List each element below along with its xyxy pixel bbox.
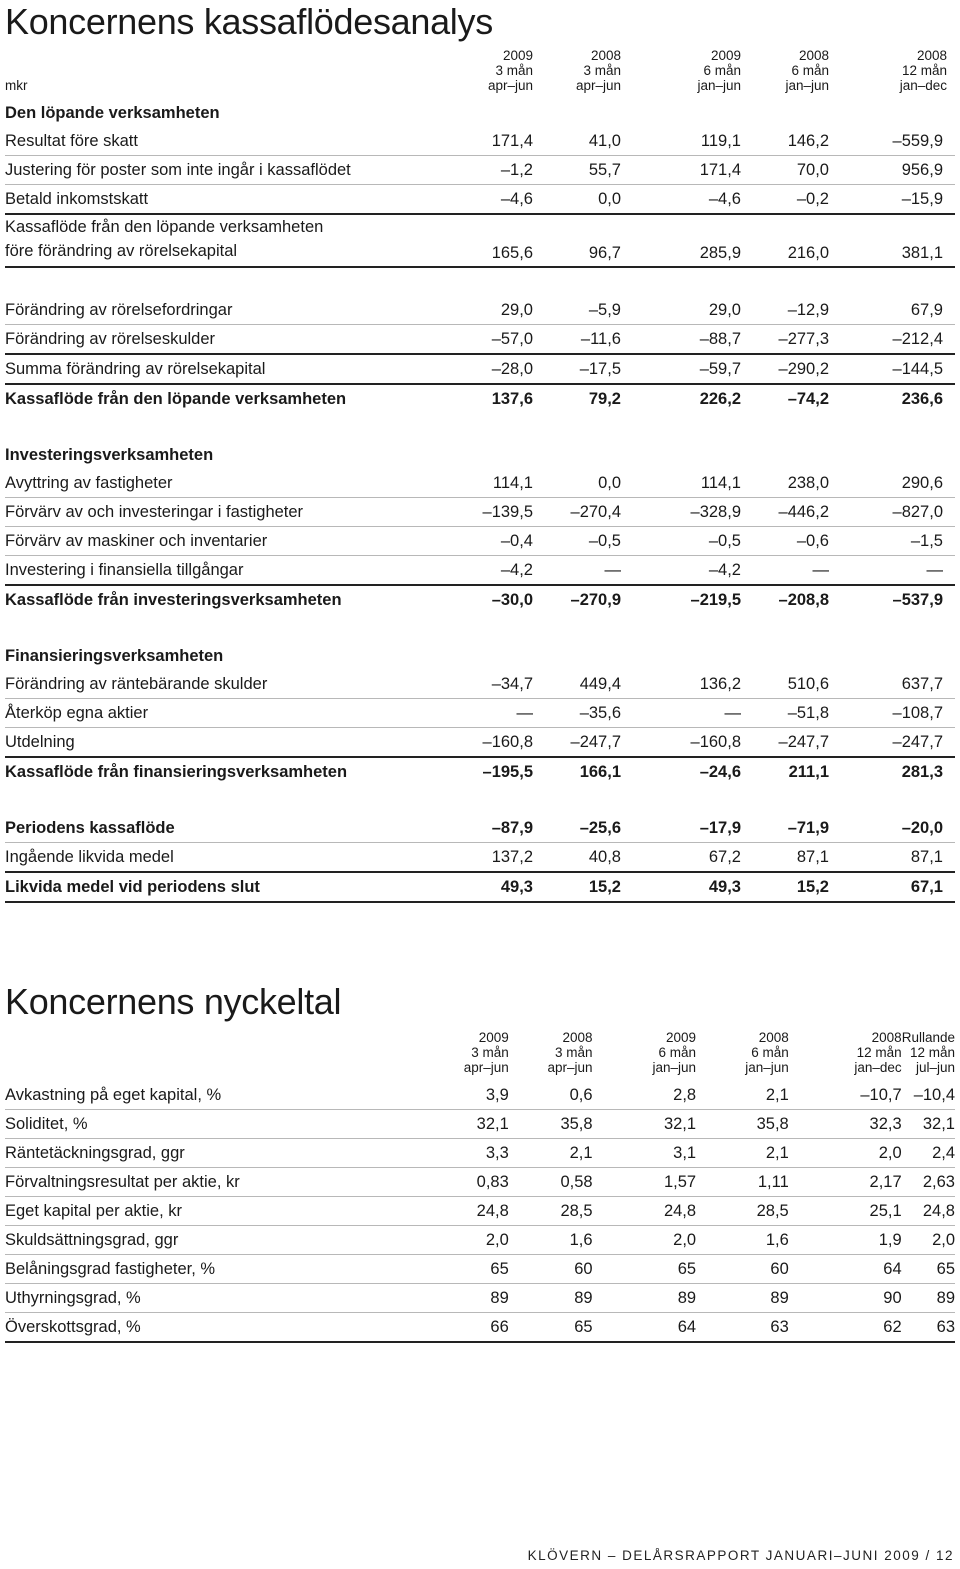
cell-value: 510,6 xyxy=(741,670,829,699)
cell-value: –195,5 xyxy=(482,762,533,781)
cell-value: 89 xyxy=(593,1284,697,1313)
cell-value: 956,9 xyxy=(829,156,955,185)
cell-value: 15,2 xyxy=(741,872,829,902)
column-header-length: 3 mån xyxy=(555,1045,593,1060)
column-header-length: 6 mån xyxy=(791,63,829,78)
table-row xyxy=(5,1081,955,1110)
column-header xyxy=(425,1030,509,1081)
cell-value: 60 xyxy=(696,1255,789,1284)
row-label: Avyttring av fastigheter xyxy=(5,469,445,498)
table-row xyxy=(5,127,955,156)
cell-value: –108,7 xyxy=(829,699,955,728)
row-label: Utdelning xyxy=(5,728,445,758)
section-heading: Finansieringsverksamheten xyxy=(5,646,224,665)
cell-value: 0,0 xyxy=(533,469,621,498)
cell-value: –12,9 xyxy=(741,296,829,325)
cell-value: 1,57 xyxy=(593,1168,697,1197)
cell-value: 285,9 xyxy=(621,214,741,267)
row-label: Överskottsgrad, % xyxy=(5,1313,425,1343)
cell-value: 1,11 xyxy=(696,1168,789,1197)
row-label: Resultat före skatt xyxy=(5,127,445,156)
table-row xyxy=(5,498,955,527)
column-header xyxy=(533,48,621,99)
column-header-period: apr–jun xyxy=(547,1060,593,1075)
spacer-row xyxy=(5,267,955,296)
cell-value: –290,2 xyxy=(741,354,829,384)
cell-value: 79,2 xyxy=(588,389,621,408)
keyratios-grid xyxy=(5,1030,955,1343)
cashflow-table xyxy=(5,48,955,903)
cell-value: –208,8 xyxy=(778,590,829,609)
section-heading-row xyxy=(5,99,955,127)
cell-value: 216,0 xyxy=(741,214,829,267)
table-row xyxy=(5,1139,955,1168)
table-row xyxy=(5,185,955,215)
cell-value: — xyxy=(829,556,955,586)
cell-value: –4,2 xyxy=(621,556,741,586)
column-header-year: 2008 xyxy=(798,48,829,63)
column-header xyxy=(445,48,533,99)
cell-value: –219,5 xyxy=(690,590,741,609)
column-header-period: apr–jun xyxy=(487,78,533,93)
header-row xyxy=(5,1030,955,1081)
cell-value: –446,2 xyxy=(741,498,829,527)
cell-value: –11,6 xyxy=(533,325,621,355)
cell-value: 2,0 xyxy=(593,1226,697,1255)
cell-value: 637,7 xyxy=(829,670,955,699)
cell-value: — xyxy=(533,556,621,586)
cell-value: 65 xyxy=(425,1255,509,1284)
row-label: Justering för poster som inte ingår i kassaflödet xyxy=(5,156,445,185)
cell-value: 136,2 xyxy=(621,670,741,699)
column-header-year: 2009 xyxy=(502,48,533,63)
cell-value: — xyxy=(621,699,741,728)
cell-value: –4,6 xyxy=(445,185,533,215)
column-header-period: jan–dec xyxy=(899,78,947,93)
cell-value: 32,1 xyxy=(425,1110,509,1139)
cell-value: 137,6 xyxy=(491,389,533,408)
cell-value: 63 xyxy=(902,1313,955,1343)
table-row xyxy=(5,699,955,728)
table-row xyxy=(5,728,955,758)
section-heading-row xyxy=(5,441,955,469)
column-header-period: jan–jun xyxy=(745,1060,789,1075)
column-header-length: 12 mån xyxy=(901,63,947,78)
column-header xyxy=(696,1030,789,1081)
table-row xyxy=(5,214,955,267)
column-header-year: 2008 xyxy=(871,1030,902,1045)
cell-value: 165,6 xyxy=(445,214,533,267)
cell-value: –35,6 xyxy=(533,699,621,728)
column-header-year: 2009 xyxy=(478,1030,509,1045)
column-header-year: Rullande xyxy=(901,1030,955,1045)
cell-value: 67,2 xyxy=(621,843,741,873)
cell-value: 29,0 xyxy=(445,296,533,325)
column-header-period: jan–jun xyxy=(785,78,829,93)
table-row xyxy=(5,1255,955,1284)
row-label: Förändring av rörelsefordringar xyxy=(5,296,445,325)
cell-value: 65 xyxy=(902,1255,955,1284)
cell-value: 87,1 xyxy=(829,843,955,873)
table-row xyxy=(5,670,955,699)
cell-value: 62 xyxy=(789,1313,902,1343)
row-label: Förändring av räntebärande skulder xyxy=(5,670,445,699)
cell-value: 15,2 xyxy=(533,872,621,902)
cell-value: 0,0 xyxy=(533,185,621,215)
cell-value: 49,3 xyxy=(445,872,533,902)
cell-value: 65 xyxy=(509,1313,593,1343)
cell-value: –1,2 xyxy=(445,156,533,185)
row-label-line: Kassaflöde från den löpande verksamheten xyxy=(5,218,324,236)
row-label: Belåningsgrad fastigheter, % xyxy=(5,1255,425,1284)
cell-value: 63 xyxy=(696,1313,789,1343)
cell-value: 3,9 xyxy=(425,1081,509,1110)
cell-value: –270,4 xyxy=(533,498,621,527)
header-row xyxy=(5,48,955,99)
cashflow-grid xyxy=(5,48,955,903)
cell-value: –20,0 xyxy=(829,814,955,843)
section-heading: Den löpande verksamheten xyxy=(5,103,220,122)
cell-value: –24,6 xyxy=(699,762,741,781)
cell-value: 3,1 xyxy=(593,1139,697,1168)
cell-value: 2,0 xyxy=(425,1226,509,1255)
cell-value: –537,9 xyxy=(892,590,943,609)
column-header-year: 2008 xyxy=(758,1030,789,1045)
cell-value: –0,5 xyxy=(621,527,741,556)
keyratios-title: Koncernens nyckeltal xyxy=(5,981,342,1022)
row-label: Förvärv av maskiner och inventarier xyxy=(5,527,445,556)
cell-value: –15,9 xyxy=(829,185,955,215)
cell-value: 32,1 xyxy=(593,1110,697,1139)
table-row xyxy=(5,1197,955,1226)
row-label: Periodens kassaflöde xyxy=(5,814,445,843)
cell-value: 2,0 xyxy=(789,1139,902,1168)
table-row xyxy=(5,1168,955,1197)
cell-value: 70,0 xyxy=(741,156,829,185)
table-row xyxy=(5,156,955,185)
cell-value: –0,4 xyxy=(445,527,533,556)
cell-value: 166,1 xyxy=(579,762,621,781)
table-row xyxy=(5,354,955,384)
cell-value: 290,6 xyxy=(829,469,955,498)
cell-value: –0,5 xyxy=(533,527,621,556)
cell-value: –247,7 xyxy=(829,728,955,758)
cell-value: 25,1 xyxy=(789,1197,902,1226)
cell-value: 41,0 xyxy=(533,127,621,156)
table-row xyxy=(5,872,955,902)
cell-value: –87,9 xyxy=(445,814,533,843)
cell-value: 114,1 xyxy=(445,469,533,498)
column-header-length: 6 mån xyxy=(751,1045,789,1060)
cell-value: 1,9 xyxy=(789,1226,902,1255)
column-header-length: 12 mån xyxy=(909,1045,955,1060)
cell-value: 2,8 xyxy=(593,1081,697,1110)
cashflow-title: Koncernens kassaflödesanalys xyxy=(5,1,493,42)
cell-value: –4,6 xyxy=(621,185,741,215)
cell-value: 24,8 xyxy=(425,1197,509,1226)
row-label: Uthyrningsgrad, % xyxy=(5,1284,425,1313)
cell-value: 0,6 xyxy=(509,1081,593,1110)
column-header xyxy=(829,48,955,99)
row-label-line: före förändring av rörelsekapital xyxy=(5,242,238,260)
cell-value: –88,7 xyxy=(621,325,741,355)
cell-value: –247,7 xyxy=(533,728,621,758)
column-header-year: 2008 xyxy=(590,48,621,63)
cell-value: 2,1 xyxy=(696,1081,789,1110)
column-header-year: 2009 xyxy=(666,1030,697,1045)
cell-value: –74,2 xyxy=(787,389,829,408)
table-row xyxy=(5,1284,955,1313)
cell-value: 49,3 xyxy=(621,872,741,902)
cell-value: –4,2 xyxy=(445,556,533,586)
cell-value: 171,4 xyxy=(445,127,533,156)
cell-value: –57,0 xyxy=(445,325,533,355)
column-header-period: apr–jun xyxy=(463,1060,509,1075)
cell-value: –160,8 xyxy=(445,728,533,758)
cell-value: 32,1 xyxy=(902,1110,955,1139)
table-row xyxy=(5,814,955,843)
cell-value: 35,8 xyxy=(509,1110,593,1139)
column-header xyxy=(509,1030,593,1081)
cell-value: 60 xyxy=(509,1255,593,1284)
cell-value: –10,7 xyxy=(789,1081,902,1110)
table-row xyxy=(5,527,955,556)
cell-value: 2,0 xyxy=(902,1226,955,1255)
row-label: Soliditet, % xyxy=(5,1110,425,1139)
cell-value: –5,9 xyxy=(533,296,621,325)
cell-value: 226,2 xyxy=(699,389,741,408)
section-heading: Investeringsverksamheten xyxy=(5,445,214,464)
table-row xyxy=(5,757,955,786)
cell-value: –59,7 xyxy=(621,354,741,384)
table-row xyxy=(5,585,955,614)
cell-value: 90 xyxy=(789,1284,902,1313)
cell-value: –270,9 xyxy=(570,590,621,609)
table-row xyxy=(5,325,955,355)
row-label: Kassaflöde från investeringsverksamheten xyxy=(5,590,342,609)
column-header-length: 3 mån xyxy=(583,63,621,78)
cell-value: 281,3 xyxy=(901,762,943,781)
cell-value: 24,8 xyxy=(902,1197,955,1226)
table-row xyxy=(5,296,955,325)
cell-value: 2,63 xyxy=(902,1168,955,1197)
column-header-period: jul–jun xyxy=(915,1060,955,1075)
spacer-row xyxy=(5,614,955,642)
row-label: Kassaflöde från den löpande verksamheten xyxy=(5,389,347,408)
cell-value: 89 xyxy=(902,1284,955,1313)
cell-value: –30,0 xyxy=(491,590,533,609)
cell-value: 449,4 xyxy=(533,670,621,699)
spacer-row xyxy=(5,786,955,814)
cell-value: 238,0 xyxy=(741,469,829,498)
column-header-period: jan–dec xyxy=(854,1060,902,1075)
cell-value: –277,3 xyxy=(741,325,829,355)
cell-value: 0,83 xyxy=(425,1168,509,1197)
table-row xyxy=(5,469,955,498)
row-label: Kassaflöde från finansieringsverksamheten xyxy=(5,762,348,781)
keyratios-table xyxy=(5,1030,955,1343)
column-header-year: 2009 xyxy=(710,48,741,63)
column-header xyxy=(902,1030,955,1081)
column-header-length: 6 mån xyxy=(658,1045,697,1060)
row-label: Förvärv av och investeringar i fastigheter xyxy=(5,498,445,527)
column-header-year: 2008 xyxy=(562,1030,593,1045)
row-label: Likvida medel vid periodens slut xyxy=(5,872,445,902)
row-label: Investering i finansiella tillgångar xyxy=(5,556,445,586)
column-header-length: 6 mån xyxy=(703,63,741,78)
cell-value: 89 xyxy=(696,1284,789,1313)
cell-value: 66 xyxy=(425,1313,509,1343)
page-footer: KLÖVERN – DELÅRSRAPPORT JANUARI–JUNI 2009 / 12 xyxy=(527,1548,954,1563)
column-header-period: jan–jun xyxy=(652,1060,697,1075)
row-label: Förvaltningsresultat per aktie, kr xyxy=(5,1168,425,1197)
cell-value: — xyxy=(741,556,829,586)
table-row xyxy=(5,843,955,873)
cell-value: 0,58 xyxy=(509,1168,593,1197)
cell-value: 28,5 xyxy=(696,1197,789,1226)
cell-value: 24,8 xyxy=(593,1197,697,1226)
cell-value: –17,5 xyxy=(533,354,621,384)
row-label: Skuldsättningsgrad, ggr xyxy=(5,1226,425,1255)
cell-value: –212,4 xyxy=(829,325,955,355)
cell-value: 171,4 xyxy=(621,156,741,185)
cell-value: 89 xyxy=(509,1284,593,1313)
cell-value: –28,0 xyxy=(445,354,533,384)
cell-value: 35,8 xyxy=(696,1110,789,1139)
column-header xyxy=(621,48,741,99)
cell-value: 40,8 xyxy=(533,843,621,873)
cell-value: 114,1 xyxy=(621,469,741,498)
cell-value: –827,0 xyxy=(829,498,955,527)
cell-value: 67,9 xyxy=(829,296,955,325)
row-label: Räntetäckningsgrad, ggr xyxy=(5,1139,425,1168)
cell-value: 2,17 xyxy=(789,1168,902,1197)
cell-value: –10,4 xyxy=(902,1081,955,1110)
cell-value: 2,1 xyxy=(696,1139,789,1168)
column-header-period: apr–jun xyxy=(575,78,621,93)
cell-value: 3,3 xyxy=(425,1139,509,1168)
cell-value: 55,7 xyxy=(533,156,621,185)
cell-value: –559,9 xyxy=(829,127,955,156)
cell-value: 64 xyxy=(789,1255,902,1284)
table-row xyxy=(5,1313,955,1343)
spacer-row xyxy=(5,413,955,441)
row-label: Förändring av rörelseskulder xyxy=(5,325,445,355)
column-header-year: 2008 xyxy=(916,48,947,63)
cell-value: 2,4 xyxy=(902,1139,955,1168)
cell-value: –247,7 xyxy=(741,728,829,758)
row-label: Summa förändring av rörelsekapital xyxy=(5,354,445,384)
cell-value: 1,6 xyxy=(696,1226,789,1255)
cell-value: 137,2 xyxy=(445,843,533,873)
column-header-length: 3 mån xyxy=(495,63,533,78)
cell-value: –71,9 xyxy=(741,814,829,843)
cell-value: 211,1 xyxy=(788,762,829,781)
cell-value: –0,6 xyxy=(741,527,829,556)
unit-label: mkr xyxy=(5,78,28,93)
cell-value: 89 xyxy=(425,1284,509,1313)
cell-value: 119,1 xyxy=(621,127,741,156)
table-row xyxy=(5,384,955,413)
column-header-length: 12 mån xyxy=(856,1045,902,1060)
row-label: Återköp egna aktier xyxy=(5,699,445,728)
cell-value: 28,5 xyxy=(509,1197,593,1226)
cell-value: 64 xyxy=(593,1313,697,1343)
cell-value: 29,0 xyxy=(621,296,741,325)
cell-value: 1,6 xyxy=(509,1226,593,1255)
cell-value: 2,1 xyxy=(509,1139,593,1168)
row-label xyxy=(5,214,445,267)
cell-value: 67,1 xyxy=(829,872,955,902)
cell-value: –144,5 xyxy=(829,354,955,384)
cell-value: 65 xyxy=(593,1255,697,1284)
section-heading-row xyxy=(5,642,955,670)
row-label: Eget kapital per aktie, kr xyxy=(5,1197,425,1226)
cell-value: 32,3 xyxy=(789,1110,902,1139)
cell-value: 87,1 xyxy=(741,843,829,873)
cell-value: — xyxy=(445,699,533,728)
cell-value: 381,1 xyxy=(829,214,955,267)
cell-value: –25,6 xyxy=(533,814,621,843)
cell-value: –17,9 xyxy=(621,814,741,843)
column-header xyxy=(593,1030,697,1081)
table-row xyxy=(5,1110,955,1139)
table-row xyxy=(5,1226,955,1255)
row-label: Ingående likvida medel xyxy=(5,843,445,873)
cell-value: –51,8 xyxy=(741,699,829,728)
cell-value: –34,7 xyxy=(445,670,533,699)
cell-value: –139,5 xyxy=(445,498,533,527)
cell-value: –328,9 xyxy=(621,498,741,527)
row-label: Betald inkomstskatt xyxy=(5,185,445,215)
cell-value: 96,7 xyxy=(533,214,621,267)
cell-value: 146,2 xyxy=(741,127,829,156)
column-header xyxy=(741,48,829,99)
cell-value: –160,8 xyxy=(621,728,741,758)
cell-value: –0,2 xyxy=(741,185,829,215)
column-header-length: 3 mån xyxy=(471,1045,509,1060)
cell-value: –1,5 xyxy=(829,527,955,556)
cell-value: 236,6 xyxy=(901,389,943,408)
row-label: Avkastning på eget kapital, % xyxy=(5,1081,425,1110)
table-row xyxy=(5,556,955,586)
column-header xyxy=(789,1030,902,1081)
column-header-period: jan–jun xyxy=(697,78,741,93)
